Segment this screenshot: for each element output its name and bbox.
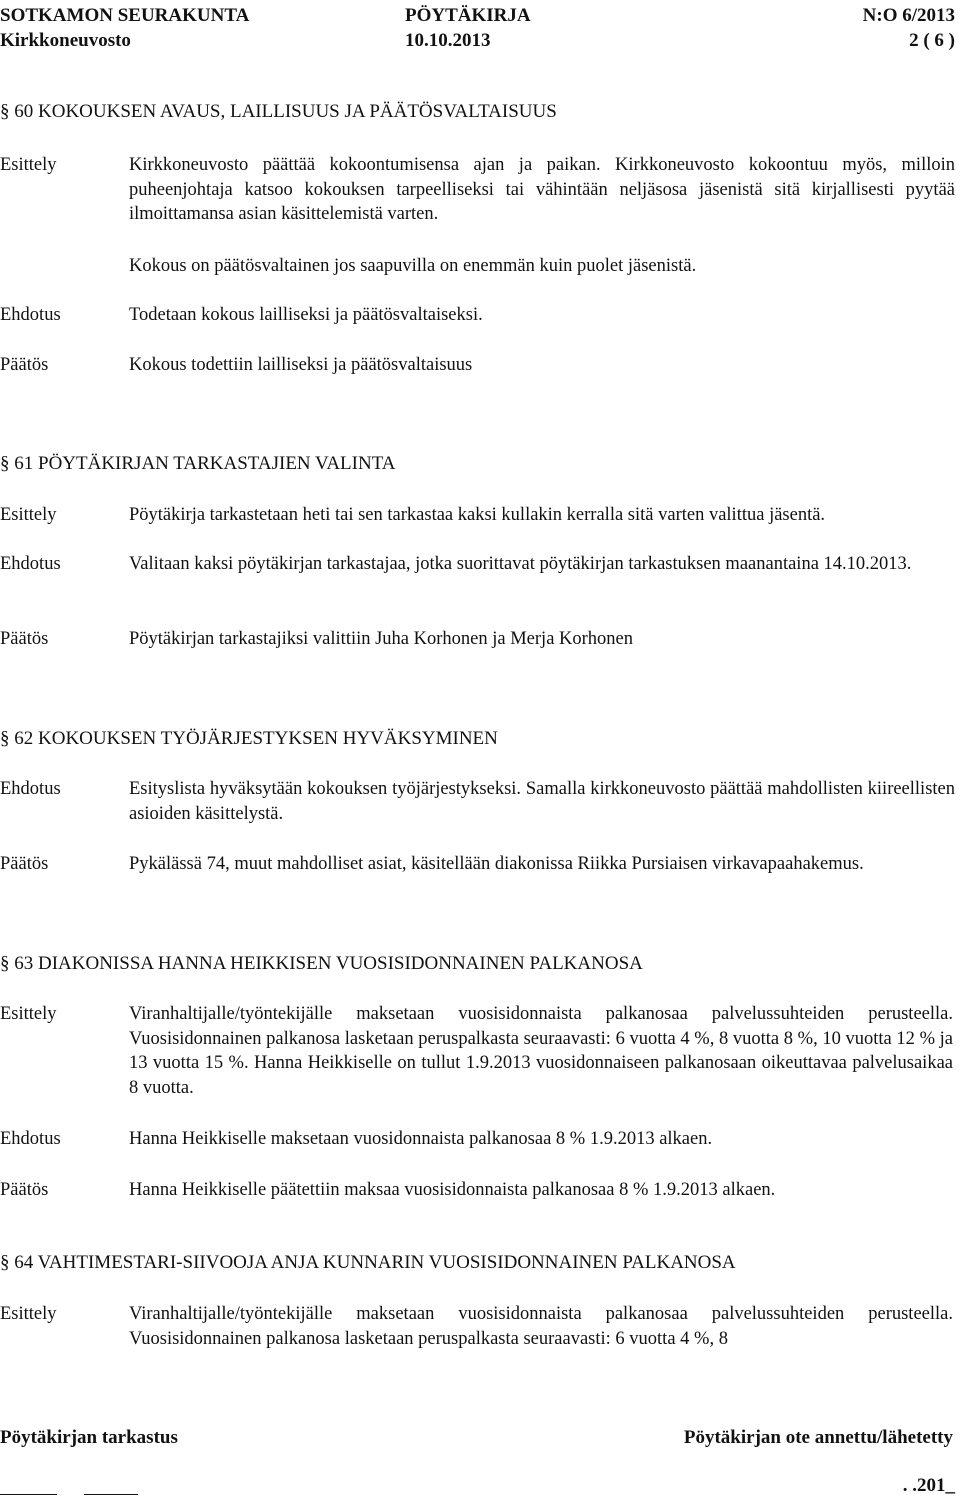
footer-signature-line-2	[84, 1494, 138, 1495]
section-63-ehdotus-text: Hanna Heikkiselle maksetaan vuosidonnaista palkanosaa 8 % 1.9.2013 alkaen.	[129, 1129, 713, 1149]
section-60-title: § 60 KOKOUKSEN AVAUS, LAILLISUUS JA PÄÄTÖSVALTAISUUS	[0, 101, 557, 122]
section-61-esittely-label: Esittely	[0, 505, 57, 525]
section-62-ehdotus-label: Ehdotus	[0, 779, 61, 799]
section-62-paatos-text: Pykälässä 74, muut mahdolliset asiat, käsitellään diakonissa Riikka Pursiaisen virkavapaahakemus.	[129, 854, 864, 874]
section-60-ehdotus-label: Ehdotus	[0, 305, 61, 325]
section-61-paatos-label: Päätös	[0, 629, 49, 649]
section-61-title: § 61 PÖYTÄKIRJAN TARKASTAJIEN VALINTA	[0, 453, 396, 474]
footer-signature-line-1	[0, 1494, 57, 1495]
section-60-paatos-text: Kokous todettiin lailliseksi ja päätösvaltaisuus	[129, 355, 473, 375]
section-63-title: § 63 DIAKONISSA HANNA HEIKKISEN VUOSISIDONNAINEN PALKANOSA	[0, 953, 643, 974]
section-62-ehdotus-text: Esityslista hyväksytään kokouksen työjärjestykseksi. Samalla kirkkoneuvosto päättää mahdollisten kiireellisten asioiden käsittelystä.	[129, 779, 955, 824]
section-64-title: § 64 VAHTIMESTARI-SIIVOOJA ANJA KUNNARIN VUOSISIDONNAINEN PALKANOSA	[0, 1252, 736, 1273]
section-60-esittely-label: Esittely	[0, 155, 57, 175]
section-61-paatos-text: Pöytäkirjan tarkastajiksi valittiin Juha Korhonen ja Merja Korhonen	[129, 629, 634, 649]
header-page: 2 ( 6 )	[909, 30, 955, 51]
footer-extract-sent-label: Pöytäkirjan ote annettu/lähetetty	[683, 1427, 953, 1448]
section-61-ehdotus-text: Valitaan kaksi pöytäkirjan tarkastajaa, jotka suorittavat pöytäkirjan tarkastuksen maanantaina 14.10.2013.	[129, 554, 912, 574]
section-64-esittely-label: Esittely	[0, 1304, 57, 1324]
footer-review-label: Pöytäkirjan tarkastus	[0, 1427, 178, 1448]
section-60-ehdotus-text: Todetaan kokous lailliseksi ja päätösvaltaiseksi.	[129, 305, 483, 325]
section-62-title: § 62 KOKOUKSEN TYÖJÄRJESTYKSEN HYVÄKSYMINEN	[0, 728, 498, 749]
header-body-name: Kirkkoneuvosto	[0, 30, 131, 51]
section-60-esittely-text: Kirkkoneuvosto päättää kokoontumisensa ajan ja paikan. Kirkkoneuvosto kokoontuu myös, milloin puheenjohtaja katsoo kokouksen tarpeelliseksi tai vähintään neljäsosa jäsenistä sitä kirjallisesti pyytää ilmoittamansa asian käsittelemistä varten.	[129, 155, 955, 224]
section-64-esittely-text: Viranhaltijalle/työntekijälle maksetaan vuosisidonnaista palkanosaa palvelussuhteiden perusteella. Vuosisidonnainen palkanosa lasketaan peruspalkasta seuraavasti: 6 vuotta 4 %, 8	[129, 1304, 953, 1349]
section-63-paatos-text: Hanna Heikkiselle päätettiin maksaa vuosisidonnaista palkanosaa 8 % 1.9.2013 alkaen.	[129, 1180, 776, 1200]
section-63-ehdotus-label: Ehdotus	[0, 1129, 61, 1149]
section-63-paatos-label: Päätös	[0, 1180, 49, 1200]
header-date: 10.10.2013	[405, 30, 491, 51]
section-63-esittely-label: Esittely	[0, 1004, 57, 1024]
section-61-esittely-text: Pöytäkirja tarkastetaan heti tai sen tarkastaa kaksi kullakin kerralla sitä varten valittua jäsentä.	[129, 505, 826, 525]
section-60-paatos-label: Päätös	[0, 355, 49, 375]
header-number: N:O 6/2013	[862, 5, 955, 26]
section-60-quorum-text: Kokous on päätösvaltainen jos saapuvilla on enemmän kuin puolet jäsenistä.	[129, 256, 697, 276]
section-63-esittely-text: Viranhaltijalle/työntekijälle maksetaan vuosisidonnaista palkanosaa palvelussuhteiden perusteella. Vuosisidonnainen palkanosa lasketaan peruspalkasta seuraavasti: 6 vuotta 4 %, 8 vuotta 8 %, 10 vuotta 12 % ja 13 vuotta 15 %. Hanna Heikkiselle on tullut 1.9.2013 vuosidonnaiseen palkanosaan oikeuttavaa palvelusaikaa 8 vuotta.	[129, 1004, 953, 1098]
header-org: SOTKAMON SEURAKUNTA	[0, 5, 250, 26]
footer-date-blank: . .201_	[902, 1475, 955, 1496]
header-doc-type: PÖYTÄKIRJA	[405, 5, 531, 26]
section-62-paatos-label: Päätös	[0, 854, 49, 874]
section-61-ehdotus-label: Ehdotus	[0, 554, 61, 574]
